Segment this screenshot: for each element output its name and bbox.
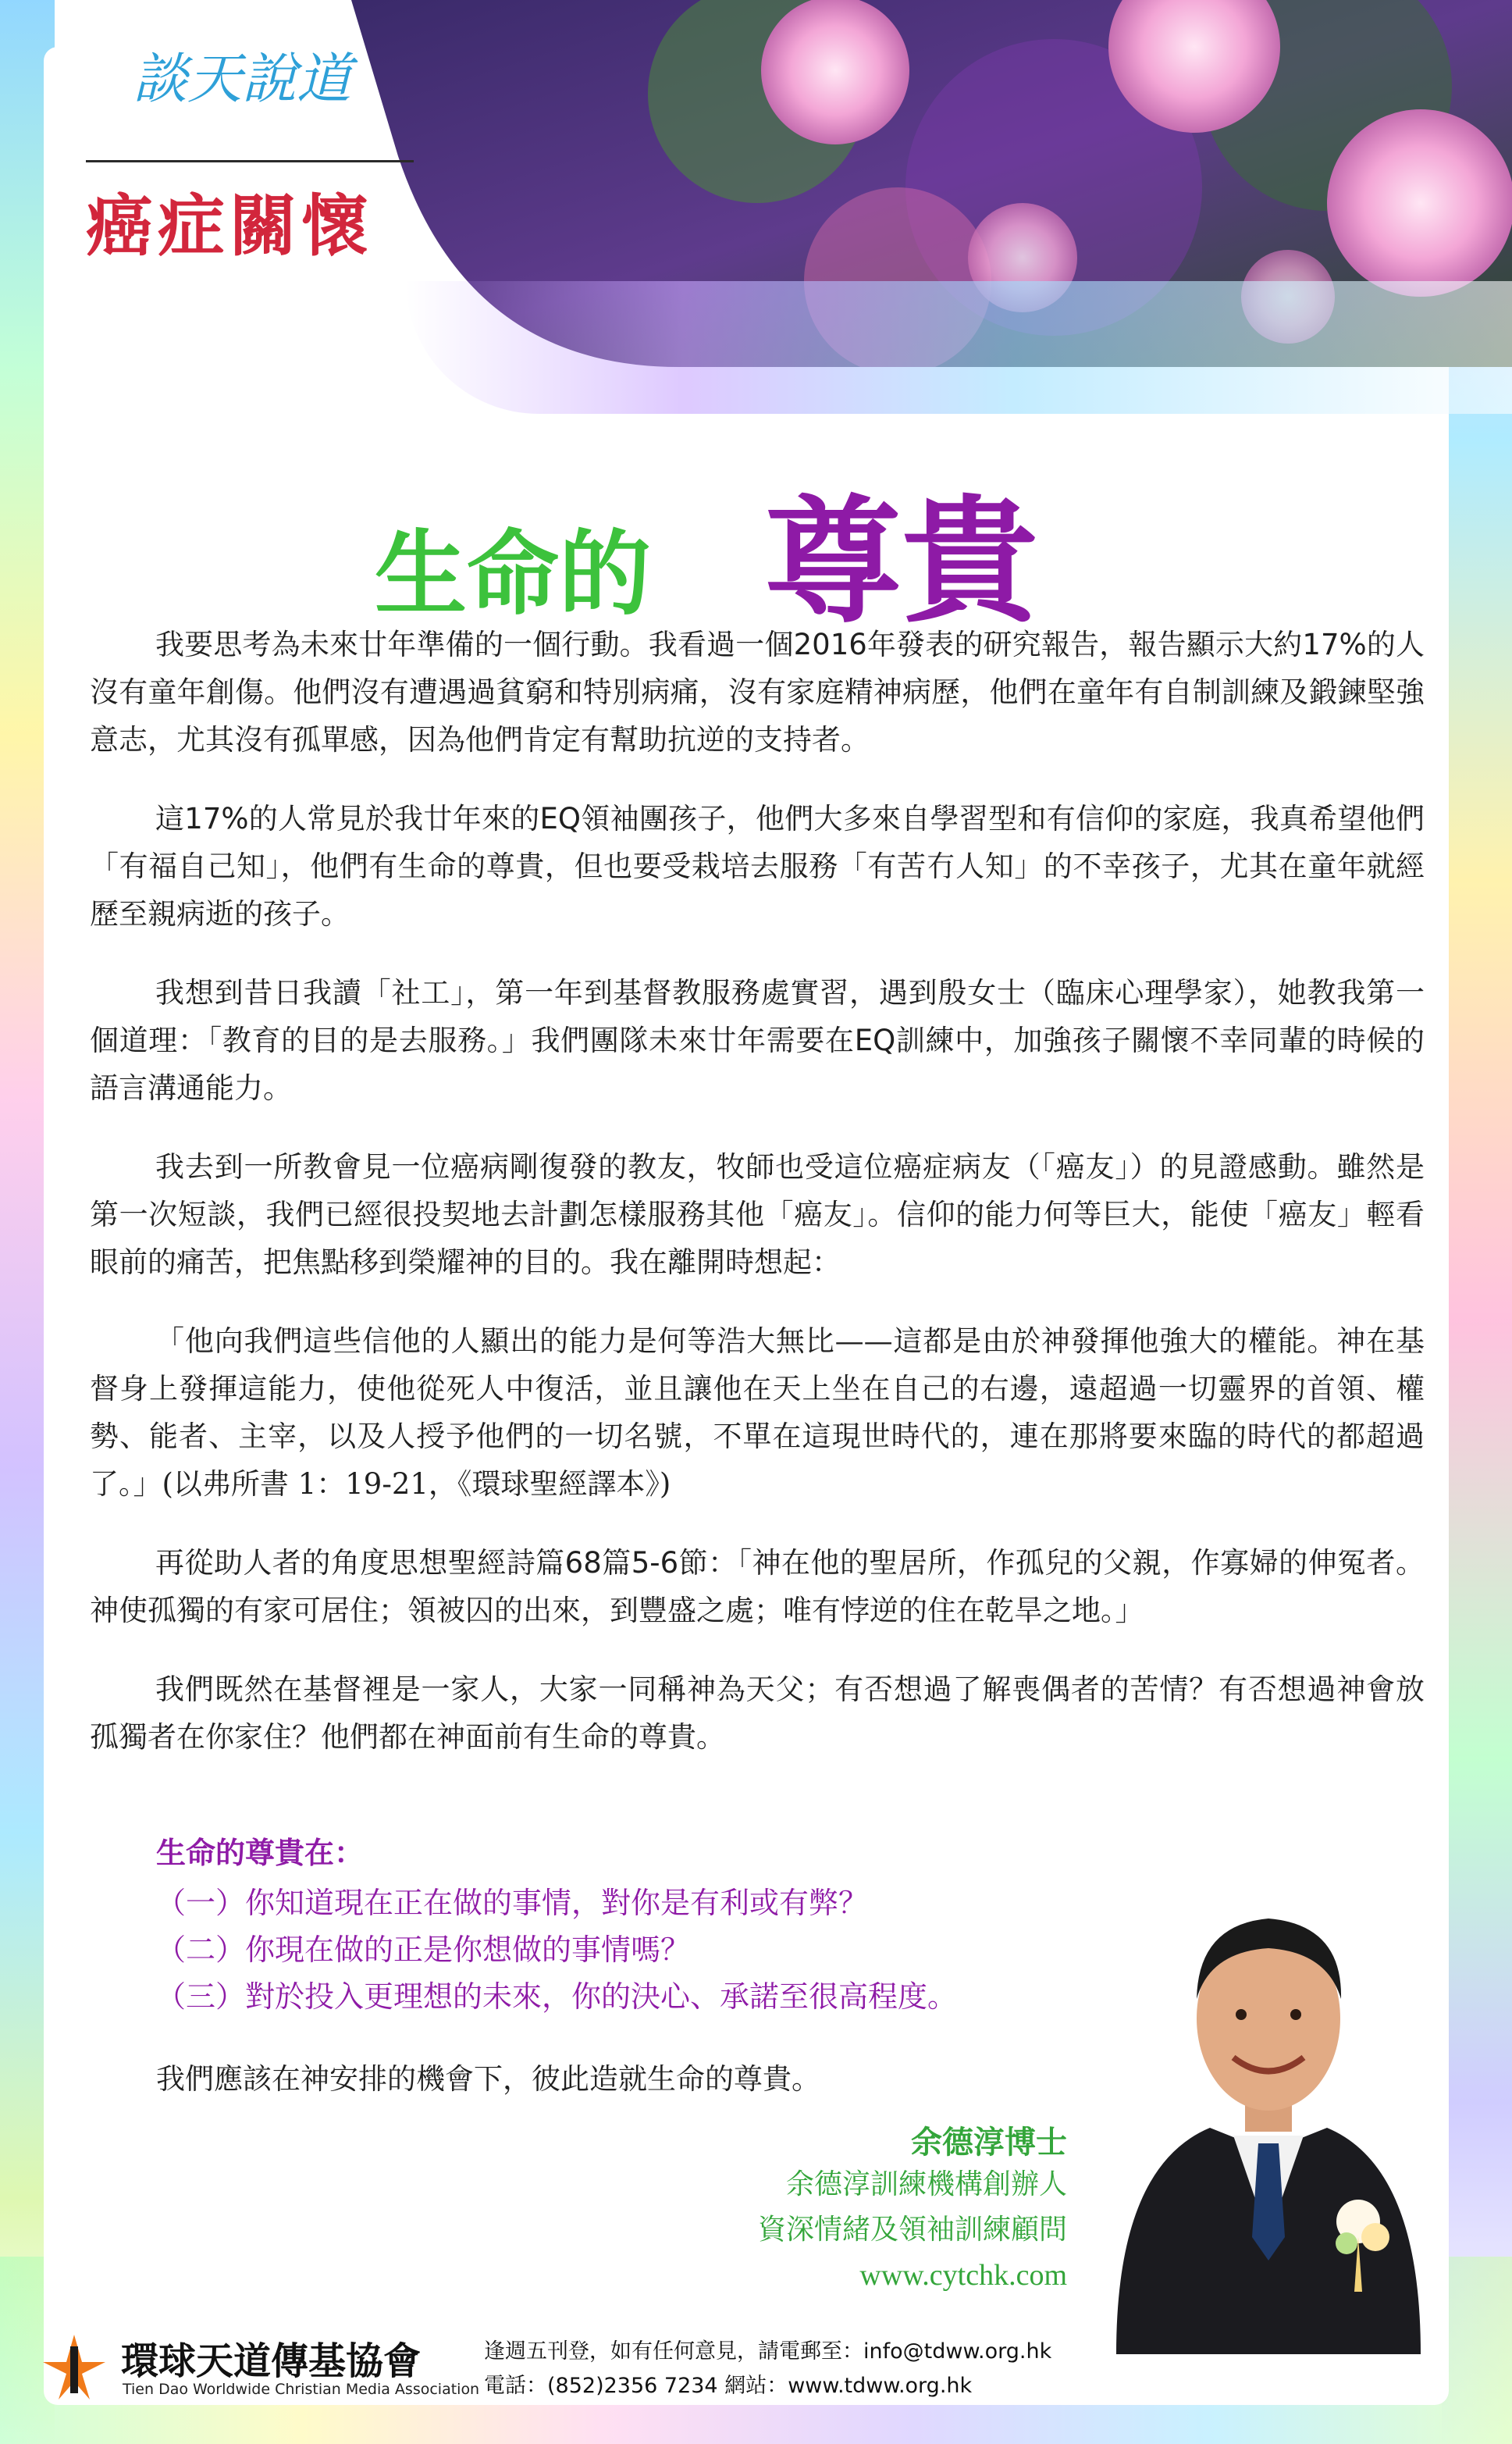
scripture-quote: 「他向我們這些信他的人顯出的能力是何等浩大無比——這都是由於神發揮他強大的權能。神在基督身上發揮這能力，使他從死人中復活，並且讓他在天上坐在自己的右邊，遠超過一切靈界的首領、權勢、能者、主宰，以及人授予他們的一切名號，不單在這現世時代的，連在那將要來臨的時代的都超過了。」(以弗所書 1：19-21，《環球聖經譯本》) <box>90 1324 1425 1501</box>
footer-org-logo <box>39 2331 480 2417</box>
author-portrait <box>1085 1870 1452 2354</box>
article-body <box>90 621 1425 1792</box>
paragraph: 再從助人者的角度思想聖經詩篇68篇5-6節：「神在他的聖居所，作孤兒的父親，作寡婦的伸冤者。神使孤獨的有家可居住；領被囚的出來，到豐盛之處；唯有悖逆的住在乾旱之地。」 <box>90 1546 1425 1627</box>
author-title: 余德淳訓練機構創辦人 <box>785 2168 1067 2200</box>
footer-info-line: 電話：(852)2356 7234 網站：www.tdww.org.hk <box>484 2374 973 2398</box>
column-logo <box>86 27 422 265</box>
author-name: 余德淳博士 <box>911 2124 1067 2161</box>
paragraph: 這17%的人常見於我廿年來的EQ領袖團孩子，他們大多來自學習型和有信仰的家庭，我真希望他們「有福自己知」，他們有生命的尊貴，但也要受栽培去服務「有苦冇人知」的不幸孩子，尤其在童年就經歷至親病逝的孩子。 <box>90 802 1425 931</box>
logo-top-text: 談天說道 <box>133 47 351 111</box>
points-title: 生命的尊貴在： <box>156 1836 365 1870</box>
paragraph: 我去到一所教會見一位癌病剛復發的教友，牧師也受這位癌症病友（「癌友」）的見證感動。雖然是第一次短談，我們已經很投契地去計劃怎樣服務其他「癌友」。信仰的能力何等巨大，能使「癌友」輕看眼前的痛苦，把焦點移到榮耀神的目的。我在離開時想起： <box>90 1150 1425 1279</box>
paragraph: 我想到昔日我讀「社工」，第一年到基督教服務處實習，遇到殷女士（臨床心理學家），她教我第一個道理：「教育的目的是去服務。」我們團隊未來廿年需要在EQ訓練中，加強孩子關懷不幸同輩的時候的語言溝通能力。 <box>90 976 1425 1105</box>
header-swoosh <box>406 281 1512 414</box>
author-title: 資深情緒及領袖訓練顧問 <box>757 2214 1067 2246</box>
logo-bottom-text: 癌症關懷 <box>86 187 373 265</box>
author-website-link[interactable]: www.cytchk.com <box>859 2259 1067 2292</box>
org-logo-icon <box>39 2331 109 2401</box>
point-item: （一）你知道現在正在做的事情，對你是有利或有弊？ <box>156 1886 869 1920</box>
point-item: （二）你現在做的正是你想做的事情嗎？ <box>156 1933 691 1967</box>
closing-line: 我們應該在神安排的機會下，彼此造就生命的尊貴。 <box>156 2062 820 2096</box>
paragraph: 我要思考為未來廿年準備的一個行動。我看過一個2016年發表的研究報告，報告顯示大約17%的人沒有童年創傷。他們沒有遭遇過貧窮和特別病痛，沒有家庭精神病歷，他們在童年有自制訓練及鍛鍊堅強意志，尤其沒有孤單感，因為他們肯定有幫助抗逆的支持者。 <box>90 628 1425 757</box>
title-small: 生命的 <box>375 519 652 628</box>
points-list <box>156 1829 1093 2020</box>
footer-info-line: 逢週五刊登，如有任何意見，請電郵至：info@tdww.org.hk <box>484 2339 1052 2364</box>
point-item: （三）對於投入更理想的未來，你的決心、承諾至很高程度。 <box>156 1979 958 2014</box>
org-name-en: Tien Dao Worldwide Christian Media Association <box>123 2381 480 2398</box>
logo-divider <box>86 160 414 162</box>
title-big: 尊貴 <box>765 482 1038 642</box>
footer-contact-info <box>484 2335 1051 2403</box>
paragraph: 我們既然在基督裡是一家人，大家一同稱神為天父；有否想過了解喪偶者的苦情？有否想過神會放孤獨者在你家住？他們都在神面前有生命的尊貴。 <box>90 1673 1425 1754</box>
portrait-illustration <box>1085 1870 1452 2354</box>
author-block <box>521 2118 1067 2298</box>
org-name-cn: 環球天道傳基協會 <box>121 2339 422 2383</box>
